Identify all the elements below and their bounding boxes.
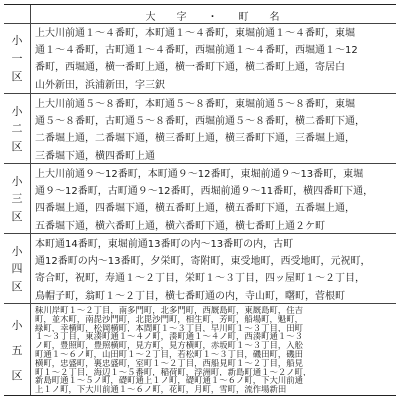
town-line: 町，並木町，南毘沙門町，北毘沙門町，相生町，芳町，船場町，魁町，: [35, 314, 303, 324]
town-line: ノ町，豊照町，豊照横町，見方町，見方横町，赤坂町１～３丁目，入舩: [35, 341, 303, 350]
town-list: [35, 166, 394, 235]
ward-row: [4, 234, 396, 304]
town-line: １～３丁目，東湊町通１～４ノ町，湊町通１～４ノ町，西湊町通１～３: [35, 332, 303, 342]
ward-char: 三: [11, 192, 23, 206]
town-line: 通12番町の内～13番町，夕栄町，寄附町，東受地町，西受地町，元祝町，: [35, 256, 371, 268]
town-line: 上大川前通１～４番町，本町通１～４番町，東堀前通１～４番町，東堀: [35, 28, 355, 39]
ward-name: [4, 234, 30, 303]
town-line: 秣川岸町１～２丁目，南多門町，北多門町，西厩島町，東厩島町，住吉: [35, 306, 303, 315]
town-line: 上１ノ町，下大川前通１～６ノ町，花町，月町，雪町，流作場新田: [35, 385, 287, 394]
ward-name: [4, 94, 30, 163]
header-char: 町: [238, 12, 250, 23]
town-line: 四番堀上通，四番堀下通，横五番町上通，横五番町下通，五番堀上通，: [35, 203, 355, 215]
ward-char: 五: [11, 343, 23, 357]
district-table: [4, 4, 396, 396]
ward-row: [4, 304, 396, 395]
town-line: 通５～８番町，古町通５～８番町，西堀前通５～８番町，横二番町下通，: [35, 116, 365, 128]
ward-char: 区: [11, 368, 23, 382]
ward-name: [4, 304, 30, 395]
town-list: [35, 25, 394, 94]
header-char: ・: [207, 12, 219, 23]
town-line: 通１～４番町，古町通１～４番町，西堀前通１～４番町，西堀通１～12: [35, 45, 358, 57]
ward-char: 小: [11, 34, 23, 47]
town-line: 鳥帽子町，翁町１～２丁目，横七番町通の内，寺山町，曙町，菅根町: [35, 290, 345, 302]
town-list: [35, 236, 394, 305]
town-line: 横町，忠盛町，裏忠盛町，室町１～２丁目，西船見町１～２丁目，船見: [35, 358, 303, 368]
ward-char: 小: [11, 244, 23, 258]
header-char: 名: [269, 12, 281, 23]
town-line: 新島町通１～５ノ町，礎町通上１ノ町，礎町通１～６ノ町，下大川前通: [35, 376, 303, 386]
town-line: 番町，西堀通，横一番町上通，横一番町下通，横二番町上通，寄居白: [35, 62, 345, 74]
ward-char: 区: [11, 140, 23, 154]
town-list: [35, 96, 394, 165]
town-line: 町通１～６ノ町，山田町１～２丁目，若松町１～３丁目，磯田町，磯田: [35, 349, 303, 359]
header-char: 大: [145, 12, 157, 23]
ward-name: [4, 23, 30, 93]
town-line: 上大川前通９～12番町，本町通９～12番町，東堀前通９～13番町，東堀: [35, 169, 364, 180]
ward-char: 小: [11, 104, 23, 118]
ward-char: 区: [11, 280, 23, 294]
town-line: 上大川前通５～８番町，本町通５～８番町，東堀前通５～８番町，東堀: [35, 99, 355, 110]
town-line: 寄合町，祝町，寿通１～２丁目，栄町１～３丁目，四ッ屋町１～２丁目，: [35, 273, 365, 285]
header-char: 字: [176, 12, 188, 23]
town-line: 緑町，幸横町，松岡横町，本間町１～３丁目，早川町１～３丁目，田町: [35, 323, 303, 333]
town-line: 町１～２丁目，海辺１～５番町，稲荷町，浮洲町，新島町通１～２ノ町，: [35, 367, 312, 377]
ward-char: 小: [11, 318, 23, 332]
table-header: [4, 5, 396, 24]
town-line: 五番堀下通，横六番町上通，横六番町下通，横七番町上通２ケ町: [35, 220, 325, 232]
header-label: [30, 8, 396, 23]
town-line: 本町通14番町，東堀前通13番町の内～13番町の内，古町: [35, 239, 294, 250]
ward-name: [4, 164, 30, 233]
ward-row: [4, 23, 396, 94]
town-list: [35, 306, 394, 394]
ward-char: 小: [11, 174, 23, 188]
ward-char: 区: [11, 70, 23, 83]
ward-char: 四: [11, 262, 23, 276]
ward-char: 区: [11, 210, 23, 224]
ward-char: 二: [11, 122, 23, 136]
town-line: 二番堀上通，二番堀下通，横三番町上通，横三番町下通，三番堀上通，: [35, 133, 355, 145]
ward-row: [4, 164, 396, 234]
town-line: 山外新田，浜浦新田，字三鈬: [35, 79, 165, 91]
town-line: 三番堀下通，横四番町上通: [35, 150, 155, 162]
town-line: 通９～12番町，古町通９～12番町，西堀前通９～11番町，横四番町下通，: [35, 186, 374, 198]
ward-char: 一: [11, 52, 23, 65]
ward-row: [4, 94, 396, 164]
